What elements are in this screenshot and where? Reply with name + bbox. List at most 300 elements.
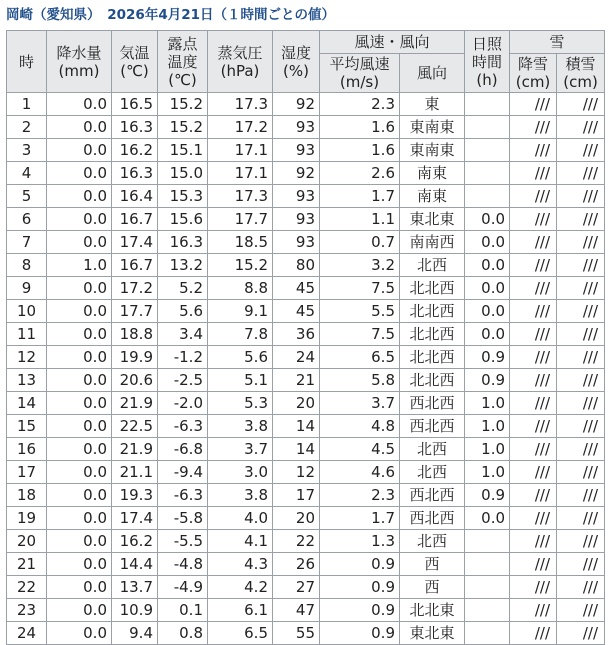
table-row bbox=[7, 599, 605, 622]
cell-dew-point: 15.2 bbox=[158, 116, 208, 139]
cell-wind-direction: 北北西 bbox=[400, 323, 465, 346]
cell-snow-depth: /// bbox=[557, 530, 605, 553]
cell-sunshine: 0.0 bbox=[465, 277, 510, 300]
cell-snowfall: /// bbox=[510, 484, 557, 507]
cell-snowfall: /// bbox=[510, 461, 557, 484]
cell-snow-depth: /// bbox=[557, 323, 605, 346]
cell-humidity: 92 bbox=[273, 93, 320, 116]
cell-wind-speed: 1.3 bbox=[320, 530, 400, 553]
cell-snowfall: /// bbox=[510, 369, 557, 392]
cell-wind-speed: 1.6 bbox=[320, 116, 400, 139]
cell-snowfall: /// bbox=[510, 231, 557, 254]
cell-wind-speed: 7.5 bbox=[320, 323, 400, 346]
cell-humidity: 22 bbox=[273, 530, 320, 553]
cell-hour: 4 bbox=[7, 162, 47, 185]
cell-hour: 12 bbox=[7, 346, 47, 369]
cell-vapor-pressure: 6.5 bbox=[208, 622, 273, 645]
cell-wind-direction: 北北西 bbox=[400, 369, 465, 392]
table-row bbox=[7, 553, 605, 576]
cell-vapor-pressure: 17.2 bbox=[208, 116, 273, 139]
cell-humidity: 92 bbox=[273, 162, 320, 185]
cell-snow-depth: /// bbox=[557, 300, 605, 323]
cell-hour: 18 bbox=[7, 484, 47, 507]
cell-snow-depth: /// bbox=[557, 438, 605, 461]
cell-temperature: 17.2 bbox=[112, 277, 158, 300]
cell-temperature: 13.7 bbox=[112, 576, 158, 599]
header-precipitation: 降水量 (mm) bbox=[47, 31, 112, 93]
table-row bbox=[7, 622, 605, 645]
cell-temperature: 21.9 bbox=[112, 438, 158, 461]
cell-temperature: 14.4 bbox=[112, 553, 158, 576]
cell-sunshine bbox=[465, 139, 510, 162]
cell-snowfall: /// bbox=[510, 576, 557, 599]
cell-vapor-pressure: 7.8 bbox=[208, 323, 273, 346]
cell-temperature: 16.5 bbox=[112, 93, 158, 116]
cell-wind-speed: 1.7 bbox=[320, 185, 400, 208]
cell-vapor-pressure: 5.3 bbox=[208, 392, 273, 415]
cell-wind-speed: 1.1 bbox=[320, 208, 400, 231]
table-row bbox=[7, 438, 605, 461]
cell-dew-point: 5.2 bbox=[158, 277, 208, 300]
cell-wind-speed: 4.5 bbox=[320, 438, 400, 461]
cell-wind-speed: 0.9 bbox=[320, 622, 400, 645]
cell-wind-speed: 3.7 bbox=[320, 392, 400, 415]
cell-sunshine: 1.0 bbox=[465, 438, 510, 461]
cell-temperature: 16.7 bbox=[112, 208, 158, 231]
cell-vapor-pressure: 5.1 bbox=[208, 369, 273, 392]
cell-snowfall: /// bbox=[510, 438, 557, 461]
cell-temperature: 16.7 bbox=[112, 254, 158, 277]
cell-precipitation: 0.0 bbox=[47, 576, 112, 599]
table-row bbox=[7, 346, 605, 369]
cell-sunshine bbox=[465, 553, 510, 576]
cell-snowfall: /// bbox=[510, 323, 557, 346]
cell-wind-direction: 西北西 bbox=[400, 484, 465, 507]
cell-wind-direction: 北西 bbox=[400, 254, 465, 277]
cell-wind-speed: 3.2 bbox=[320, 254, 400, 277]
cell-hour: 7 bbox=[7, 231, 47, 254]
cell-snow-depth: /// bbox=[557, 346, 605, 369]
cell-sunshine: 1.0 bbox=[465, 392, 510, 415]
cell-snow-depth: /// bbox=[557, 622, 605, 645]
cell-wind-direction: 北西 bbox=[400, 438, 465, 461]
cell-hour: 3 bbox=[7, 139, 47, 162]
cell-humidity: 14 bbox=[273, 415, 320, 438]
cell-dew-point: -4.8 bbox=[158, 553, 208, 576]
cell-snow-depth: /// bbox=[557, 254, 605, 277]
cell-humidity: 27 bbox=[273, 576, 320, 599]
cell-humidity: 36 bbox=[273, 323, 320, 346]
cell-precipitation: 1.0 bbox=[47, 254, 112, 277]
cell-hour: 22 bbox=[7, 576, 47, 599]
cell-snow-depth: /// bbox=[557, 507, 605, 530]
cell-wind-direction: 南東 bbox=[400, 185, 465, 208]
cell-humidity: 17 bbox=[273, 484, 320, 507]
cell-wind-direction: 南南西 bbox=[400, 231, 465, 254]
cell-sunshine: 0.0 bbox=[465, 507, 510, 530]
cell-temperature: 16.3 bbox=[112, 162, 158, 185]
cell-snow-depth: /// bbox=[557, 553, 605, 576]
cell-snow-depth: /// bbox=[557, 461, 605, 484]
cell-snow-depth: /// bbox=[557, 415, 605, 438]
table-row bbox=[7, 139, 605, 162]
cell-snowfall: /// bbox=[510, 392, 557, 415]
cell-vapor-pressure: 4.3 bbox=[208, 553, 273, 576]
cell-snowfall: /// bbox=[510, 162, 557, 185]
cell-wind-speed: 1.6 bbox=[320, 139, 400, 162]
cell-snow-depth: /// bbox=[557, 369, 605, 392]
cell-vapor-pressure: 17.7 bbox=[208, 208, 273, 231]
cell-sunshine: 0.0 bbox=[465, 323, 510, 346]
cell-vapor-pressure: 4.1 bbox=[208, 530, 273, 553]
header-temperature: 気温 (℃) bbox=[112, 31, 158, 93]
cell-sunshine bbox=[465, 599, 510, 622]
cell-wind-direction: 東 bbox=[400, 93, 465, 116]
cell-precipitation: 0.0 bbox=[47, 530, 112, 553]
cell-sunshine: 0.0 bbox=[465, 300, 510, 323]
cell-snow-depth: /// bbox=[557, 185, 605, 208]
cell-temperature: 16.3 bbox=[112, 116, 158, 139]
cell-wind-speed: 2.6 bbox=[320, 162, 400, 185]
cell-precipitation: 0.0 bbox=[47, 507, 112, 530]
table-row bbox=[7, 277, 605, 300]
cell-precipitation: 0.0 bbox=[47, 231, 112, 254]
cell-wind-direction: 東南東 bbox=[400, 139, 465, 162]
cell-humidity: 93 bbox=[273, 116, 320, 139]
cell-snow-depth: /// bbox=[557, 208, 605, 231]
cell-precipitation: 0.0 bbox=[47, 553, 112, 576]
cell-dew-point: 15.3 bbox=[158, 185, 208, 208]
cell-hour: 20 bbox=[7, 530, 47, 553]
header-snow-group: 雪 bbox=[510, 31, 605, 54]
cell-snowfall: /// bbox=[510, 116, 557, 139]
cell-dew-point: -6.8 bbox=[158, 438, 208, 461]
cell-hour: 5 bbox=[7, 185, 47, 208]
cell-precipitation: 0.0 bbox=[47, 438, 112, 461]
table-row bbox=[7, 254, 605, 277]
cell-dew-point: 0.1 bbox=[158, 599, 208, 622]
cell-snowfall: /// bbox=[510, 530, 557, 553]
cell-sunshine bbox=[465, 93, 510, 116]
cell-dew-point: -2.5 bbox=[158, 369, 208, 392]
cell-vapor-pressure: 17.1 bbox=[208, 162, 273, 185]
table-row bbox=[7, 392, 605, 415]
cell-snowfall: /// bbox=[510, 93, 557, 116]
cell-precipitation: 0.0 bbox=[47, 392, 112, 415]
cell-snowfall: /// bbox=[510, 507, 557, 530]
cell-dew-point: -5.8 bbox=[158, 507, 208, 530]
cell-hour: 2 bbox=[7, 116, 47, 139]
cell-vapor-pressure: 3.8 bbox=[208, 415, 273, 438]
header-dew-point: 露点 温度 (℃) bbox=[158, 31, 208, 93]
cell-dew-point: -9.4 bbox=[158, 461, 208, 484]
cell-temperature: 16.2 bbox=[112, 139, 158, 162]
cell-wind-direction: 北北西 bbox=[400, 277, 465, 300]
cell-hour: 6 bbox=[7, 208, 47, 231]
cell-snowfall: /// bbox=[510, 277, 557, 300]
cell-temperature: 16.4 bbox=[112, 185, 158, 208]
cell-vapor-pressure: 5.6 bbox=[208, 346, 273, 369]
table-row bbox=[7, 208, 605, 231]
cell-vapor-pressure: 17.3 bbox=[208, 93, 273, 116]
cell-snowfall: /// bbox=[510, 254, 557, 277]
cell-humidity: 55 bbox=[273, 622, 320, 645]
cell-vapor-pressure: 3.0 bbox=[208, 461, 273, 484]
cell-precipitation: 0.0 bbox=[47, 323, 112, 346]
cell-snow-depth: /// bbox=[557, 392, 605, 415]
cell-humidity: 26 bbox=[273, 553, 320, 576]
cell-humidity: 12 bbox=[273, 461, 320, 484]
cell-temperature: 16.2 bbox=[112, 530, 158, 553]
cell-temperature: 20.6 bbox=[112, 369, 158, 392]
cell-wind-speed: 0.7 bbox=[320, 231, 400, 254]
cell-hour: 11 bbox=[7, 323, 47, 346]
cell-precipitation: 0.0 bbox=[47, 185, 112, 208]
cell-snow-depth: /// bbox=[557, 484, 605, 507]
cell-wind-direction: 西北西 bbox=[400, 415, 465, 438]
table-row bbox=[7, 415, 605, 438]
cell-sunshine: 0.9 bbox=[465, 346, 510, 369]
cell-sunshine: 0.0 bbox=[465, 231, 510, 254]
cell-sunshine: 1.0 bbox=[465, 415, 510, 438]
header-snow-depth: 積雪 (cm) bbox=[557, 54, 605, 93]
cell-snow-depth: /// bbox=[557, 116, 605, 139]
cell-hour: 10 bbox=[7, 300, 47, 323]
cell-hour: 13 bbox=[7, 369, 47, 392]
cell-vapor-pressure: 4.0 bbox=[208, 507, 273, 530]
cell-sunshine bbox=[465, 116, 510, 139]
cell-wind-direction: 西 bbox=[400, 553, 465, 576]
cell-hour: 8 bbox=[7, 254, 47, 277]
cell-sunshine bbox=[465, 530, 510, 553]
cell-humidity: 93 bbox=[273, 139, 320, 162]
cell-wind-speed: 6.5 bbox=[320, 346, 400, 369]
cell-snowfall: /// bbox=[510, 346, 557, 369]
cell-temperature: 17.4 bbox=[112, 231, 158, 254]
cell-snow-depth: /// bbox=[557, 599, 605, 622]
cell-snow-depth: /// bbox=[557, 93, 605, 116]
cell-humidity: 80 bbox=[273, 254, 320, 277]
cell-precipitation: 0.0 bbox=[47, 369, 112, 392]
cell-snow-depth: /// bbox=[557, 576, 605, 599]
cell-wind-direction: 西北西 bbox=[400, 392, 465, 415]
cell-snow-depth: /// bbox=[557, 162, 605, 185]
cell-wind-direction: 北西 bbox=[400, 530, 465, 553]
cell-wind-direction: 西 bbox=[400, 576, 465, 599]
table-row bbox=[7, 300, 605, 323]
cell-wind-direction: 北北東 bbox=[400, 599, 465, 622]
cell-dew-point: -1.2 bbox=[158, 346, 208, 369]
header-hour: 時 bbox=[7, 31, 47, 93]
cell-hour: 24 bbox=[7, 622, 47, 645]
cell-wind-direction: 東北東 bbox=[400, 622, 465, 645]
cell-sunshine bbox=[465, 162, 510, 185]
cell-temperature: 22.5 bbox=[112, 415, 158, 438]
cell-temperature: 19.3 bbox=[112, 484, 158, 507]
header-humidity: 湿度 (%) bbox=[273, 31, 320, 93]
cell-wind-direction: 北北西 bbox=[400, 346, 465, 369]
cell-vapor-pressure: 17.1 bbox=[208, 139, 273, 162]
hourly-weather-table bbox=[6, 30, 605, 645]
cell-precipitation: 0.0 bbox=[47, 162, 112, 185]
cell-snowfall: /// bbox=[510, 415, 557, 438]
cell-humidity: 93 bbox=[273, 185, 320, 208]
cell-dew-point: -6.3 bbox=[158, 484, 208, 507]
cell-wind-speed: 4.6 bbox=[320, 461, 400, 484]
table-row bbox=[7, 93, 605, 116]
cell-wind-direction: 北北西 bbox=[400, 300, 465, 323]
header-vapor-pressure: 蒸気圧 (hPa) bbox=[208, 31, 273, 93]
cell-wind-speed: 4.8 bbox=[320, 415, 400, 438]
cell-temperature: 21.1 bbox=[112, 461, 158, 484]
cell-vapor-pressure: 6.1 bbox=[208, 599, 273, 622]
cell-dew-point: 16.3 bbox=[158, 231, 208, 254]
cell-snow-depth: /// bbox=[557, 277, 605, 300]
cell-sunshine: 0.0 bbox=[465, 254, 510, 277]
table-row bbox=[7, 576, 605, 599]
cell-temperature: 17.7 bbox=[112, 300, 158, 323]
cell-wind-speed: 5.5 bbox=[320, 300, 400, 323]
cell-sunshine bbox=[465, 576, 510, 599]
cell-hour: 1 bbox=[7, 93, 47, 116]
cell-humidity: 45 bbox=[273, 277, 320, 300]
cell-vapor-pressure: 18.5 bbox=[208, 231, 273, 254]
cell-precipitation: 0.0 bbox=[47, 277, 112, 300]
table-body bbox=[7, 93, 605, 645]
cell-precipitation: 0.0 bbox=[47, 208, 112, 231]
cell-snowfall: /// bbox=[510, 300, 557, 323]
cell-sunshine bbox=[465, 185, 510, 208]
cell-sunshine: 0.0 bbox=[465, 208, 510, 231]
table-row bbox=[7, 162, 605, 185]
cell-wind-direction: 南東 bbox=[400, 162, 465, 185]
cell-hour: 17 bbox=[7, 461, 47, 484]
cell-vapor-pressure: 9.1 bbox=[208, 300, 273, 323]
cell-dew-point: 3.4 bbox=[158, 323, 208, 346]
cell-precipitation: 0.0 bbox=[47, 93, 112, 116]
cell-dew-point: 15.2 bbox=[158, 93, 208, 116]
cell-precipitation: 0.0 bbox=[47, 484, 112, 507]
cell-humidity: 45 bbox=[273, 300, 320, 323]
cell-dew-point: -5.5 bbox=[158, 530, 208, 553]
cell-precipitation: 0.0 bbox=[47, 116, 112, 139]
cell-snow-depth: /// bbox=[557, 231, 605, 254]
cell-wind-speed: 2.3 bbox=[320, 484, 400, 507]
header-wind-speed: 平均風速 (m/s) bbox=[320, 54, 400, 93]
cell-temperature: 18.8 bbox=[112, 323, 158, 346]
cell-snowfall: /// bbox=[510, 622, 557, 645]
cell-wind-direction: 東北東 bbox=[400, 208, 465, 231]
cell-wind-speed: 5.8 bbox=[320, 369, 400, 392]
cell-sunshine bbox=[465, 622, 510, 645]
cell-wind-direction: 北西 bbox=[400, 461, 465, 484]
table-header bbox=[7, 31, 605, 93]
cell-wind-speed: 2.3 bbox=[320, 93, 400, 116]
table-row bbox=[7, 116, 605, 139]
table-row bbox=[7, 231, 605, 254]
cell-dew-point: 15.0 bbox=[158, 162, 208, 185]
table-row bbox=[7, 461, 605, 484]
cell-snowfall: /// bbox=[510, 185, 557, 208]
cell-snowfall: /// bbox=[510, 599, 557, 622]
cell-temperature: 19.9 bbox=[112, 346, 158, 369]
cell-temperature: 21.9 bbox=[112, 392, 158, 415]
cell-wind-speed: 7.5 bbox=[320, 277, 400, 300]
cell-dew-point: 13.2 bbox=[158, 254, 208, 277]
cell-snowfall: /// bbox=[510, 208, 557, 231]
cell-wind-speed: 0.9 bbox=[320, 553, 400, 576]
cell-humidity: 47 bbox=[273, 599, 320, 622]
header-wind-group: 風速・風向 bbox=[320, 31, 465, 54]
cell-temperature: 17.4 bbox=[112, 507, 158, 530]
cell-dew-point: 15.1 bbox=[158, 139, 208, 162]
cell-precipitation: 0.0 bbox=[47, 461, 112, 484]
table-row bbox=[7, 323, 605, 346]
cell-snowfall: /// bbox=[510, 139, 557, 162]
header-sunshine: 日照 時間 (h) bbox=[465, 31, 510, 93]
cell-precipitation: 0.0 bbox=[47, 346, 112, 369]
cell-temperature: 10.9 bbox=[112, 599, 158, 622]
cell-dew-point: -6.3 bbox=[158, 415, 208, 438]
cell-humidity: 20 bbox=[273, 392, 320, 415]
cell-dew-point: 5.6 bbox=[158, 300, 208, 323]
table-row bbox=[7, 484, 605, 507]
cell-vapor-pressure: 4.2 bbox=[208, 576, 273, 599]
header-wind-direction: 風向 bbox=[400, 54, 465, 93]
cell-dew-point: 15.6 bbox=[158, 208, 208, 231]
cell-hour: 16 bbox=[7, 438, 47, 461]
cell-dew-point: -2.0 bbox=[158, 392, 208, 415]
table-row bbox=[7, 185, 605, 208]
cell-hour: 19 bbox=[7, 507, 47, 530]
cell-vapor-pressure: 15.2 bbox=[208, 254, 273, 277]
cell-wind-speed: 0.9 bbox=[320, 599, 400, 622]
cell-vapor-pressure: 17.3 bbox=[208, 185, 273, 208]
cell-humidity: 24 bbox=[273, 346, 320, 369]
cell-hour: 9 bbox=[7, 277, 47, 300]
cell-hour: 14 bbox=[7, 392, 47, 415]
cell-dew-point: -4.9 bbox=[158, 576, 208, 599]
cell-wind-speed: 0.9 bbox=[320, 576, 400, 599]
cell-wind-speed: 1.7 bbox=[320, 507, 400, 530]
cell-precipitation: 0.0 bbox=[47, 599, 112, 622]
cell-snowfall: /// bbox=[510, 553, 557, 576]
page-title: 岡崎（愛知県） 2026年4月21日（１時間ごとの値） bbox=[6, 7, 336, 23]
cell-dew-point: 0.8 bbox=[158, 622, 208, 645]
cell-humidity: 20 bbox=[273, 507, 320, 530]
cell-precipitation: 0.0 bbox=[47, 622, 112, 645]
cell-humidity: 93 bbox=[273, 231, 320, 254]
header-snowfall: 降雪 (cm) bbox=[510, 54, 557, 93]
cell-humidity: 93 bbox=[273, 208, 320, 231]
cell-precipitation: 0.0 bbox=[47, 139, 112, 162]
cell-precipitation: 0.0 bbox=[47, 415, 112, 438]
cell-vapor-pressure: 3.7 bbox=[208, 438, 273, 461]
cell-wind-direction: 東南東 bbox=[400, 116, 465, 139]
cell-humidity: 21 bbox=[273, 369, 320, 392]
cell-humidity: 14 bbox=[273, 438, 320, 461]
cell-hour: 15 bbox=[7, 415, 47, 438]
cell-hour: 23 bbox=[7, 599, 47, 622]
cell-snow-depth: /// bbox=[557, 139, 605, 162]
cell-vapor-pressure: 3.8 bbox=[208, 484, 273, 507]
cell-temperature: 9.4 bbox=[112, 622, 158, 645]
cell-sunshine: 1.0 bbox=[465, 461, 510, 484]
cell-wind-direction: 西北西 bbox=[400, 507, 465, 530]
table-row bbox=[7, 369, 605, 392]
cell-sunshine: 0.9 bbox=[465, 484, 510, 507]
table-row bbox=[7, 530, 605, 553]
